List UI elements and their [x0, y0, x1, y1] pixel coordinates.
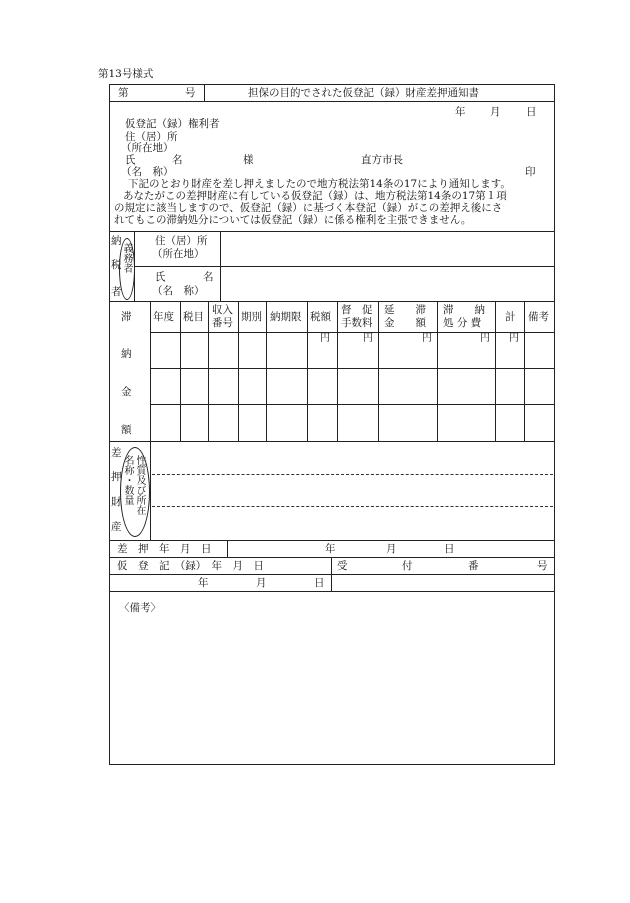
divider — [227, 540, 228, 557]
taxpayer-side-label: 税 — [111, 259, 122, 271]
seizure-year: 年 — [325, 543, 336, 555]
receipt-label: 付 — [402, 560, 413, 572]
registration-year: 年 — [198, 577, 209, 589]
header-reminder-fee: 督 促 — [341, 304, 373, 316]
addressee-title: 仮登記（録）権利者 — [125, 118, 220, 130]
addressee-name-sub: （名 称） — [121, 166, 174, 178]
body-text: 下記のとおり財産を差し押えましたので地方税法第14条の17により通知します。 — [128, 178, 511, 190]
divider — [220, 231, 221, 301]
divider — [204, 84, 205, 101]
header-period: 期別 — [241, 311, 262, 323]
divider — [495, 301, 496, 441]
addressee-name-label: 氏 — [125, 154, 136, 166]
seized-side-label: 財 — [111, 496, 122, 508]
divider — [266, 301, 267, 441]
header-late-charge: 延 滞 — [384, 304, 426, 316]
divider — [150, 301, 151, 441]
body-text: あなたがこの差押財産に有している仮登記（録）は、地方税法第14条の17第１項 — [123, 190, 507, 202]
header-disposition-fee: 滞 納 — [443, 304, 485, 316]
seized-paren-text: 性質及び所在 — [134, 455, 145, 515]
seizure-month: 月 — [386, 543, 397, 555]
yen-unit: 円 — [363, 333, 373, 344]
dotted-line — [152, 474, 553, 475]
document-title: 担保の目的でされた仮登記（録）財産差押通知書 — [248, 87, 479, 99]
divider — [150, 441, 151, 540]
yen-unit: 円 — [480, 333, 490, 344]
divider — [150, 404, 554, 405]
seal-mark: 印 — [525, 166, 536, 178]
divider — [109, 231, 554, 232]
header-due-date: 納期限 — [270, 311, 302, 323]
honorific: 様 — [243, 154, 254, 166]
seizure-day: 日 — [444, 543, 455, 555]
divider — [524, 301, 525, 441]
receipt-label: 号 — [537, 560, 548, 572]
registration-label: 仮 登 記 （録） 年 月 日 — [117, 560, 264, 572]
addressee-address-label: 住（居）所 — [125, 131, 178, 143]
divider — [437, 301, 438, 441]
addressee-name-label: 名 — [172, 154, 183, 166]
taxpayer-name-label: 名 — [203, 271, 214, 283]
yen-unit: 円 — [509, 333, 519, 344]
divider — [307, 301, 308, 441]
divider — [109, 540, 554, 541]
date-day: 日 — [526, 106, 537, 118]
dotted-line — [152, 506, 553, 507]
addressee-address-sub: （所在地） — [121, 142, 174, 154]
taxpayer-side-label: 者 — [111, 286, 122, 298]
header-remarks: 備考 — [528, 311, 549, 323]
number-label-right: 号 — [185, 87, 196, 99]
seized-side-label: 差 — [111, 447, 122, 459]
divider — [109, 591, 554, 592]
yen-unit: 円 — [320, 333, 330, 344]
taxpayer-address-sub: （所在地） — [152, 248, 205, 260]
date-month: 月 — [490, 106, 501, 118]
seized-paren-text: 名称・数量 — [122, 455, 133, 505]
seizure-date-label: 差 押 年 月 日 — [117, 543, 212, 555]
divider — [109, 441, 554, 442]
number-label-left: 第 — [118, 87, 129, 99]
divider — [378, 301, 379, 441]
header-disposition-fee: 処 分 費 — [443, 317, 482, 329]
header-total: 計 — [505, 311, 516, 323]
divider — [208, 301, 209, 441]
divider — [238, 301, 239, 441]
arrears-side-label: 納 — [121, 348, 132, 360]
receipt-label: 番 — [468, 560, 479, 572]
header-late-charge: 金 額 — [384, 317, 426, 329]
header-tax-item: 税目 — [183, 311, 204, 323]
divider — [150, 332, 554, 333]
remarks-label: 〈備考〉 — [119, 602, 161, 614]
divider — [109, 301, 554, 302]
divider — [337, 301, 338, 441]
receipt-label: 受 — [337, 560, 348, 572]
body-text: れてもこの滞納処分については仮登記（録）に係る権利を主張できません。 — [114, 214, 472, 226]
divider — [150, 368, 554, 369]
taxpayer-paren-text: 義務者 — [121, 243, 132, 273]
yen-unit: 円 — [422, 333, 432, 344]
divider — [134, 266, 554, 267]
registration-month: 月 — [256, 577, 267, 589]
arrears-side-label: 額 — [121, 424, 132, 436]
taxpayer-name-sub: （名 称） — [152, 285, 205, 297]
arrears-side-label: 金 — [121, 386, 132, 398]
header-year: 年度 — [153, 311, 174, 323]
body-text: の規定に該当しますので、仮登記（録）に基づく本登記（録）がこの差押え後にさ — [114, 202, 503, 214]
header-reminder-fee: 手数料 — [341, 317, 373, 329]
seized-side-label: 押 — [111, 471, 122, 483]
taxpayer-side-label: 納 — [111, 235, 122, 247]
taxpayer-name-label: 氏 — [155, 271, 166, 283]
seized-side-label: 産 — [111, 521, 122, 533]
arrears-side-label: 滞 — [121, 311, 132, 323]
registration-day: 日 — [314, 577, 325, 589]
divider — [331, 557, 332, 591]
taxpayer-address-label: 住（居）所 — [155, 235, 208, 247]
form-number: 第13号様式 — [98, 68, 154, 80]
sender: 直方市長 — [361, 154, 403, 166]
header-receipt-no: 番号 — [212, 317, 233, 329]
header-tax-amount: 税額 — [310, 311, 331, 323]
date-year: 年 — [455, 106, 466, 118]
divider — [180, 301, 181, 441]
header-receipt-no: 収入 — [212, 304, 233, 316]
divider — [109, 101, 554, 102]
